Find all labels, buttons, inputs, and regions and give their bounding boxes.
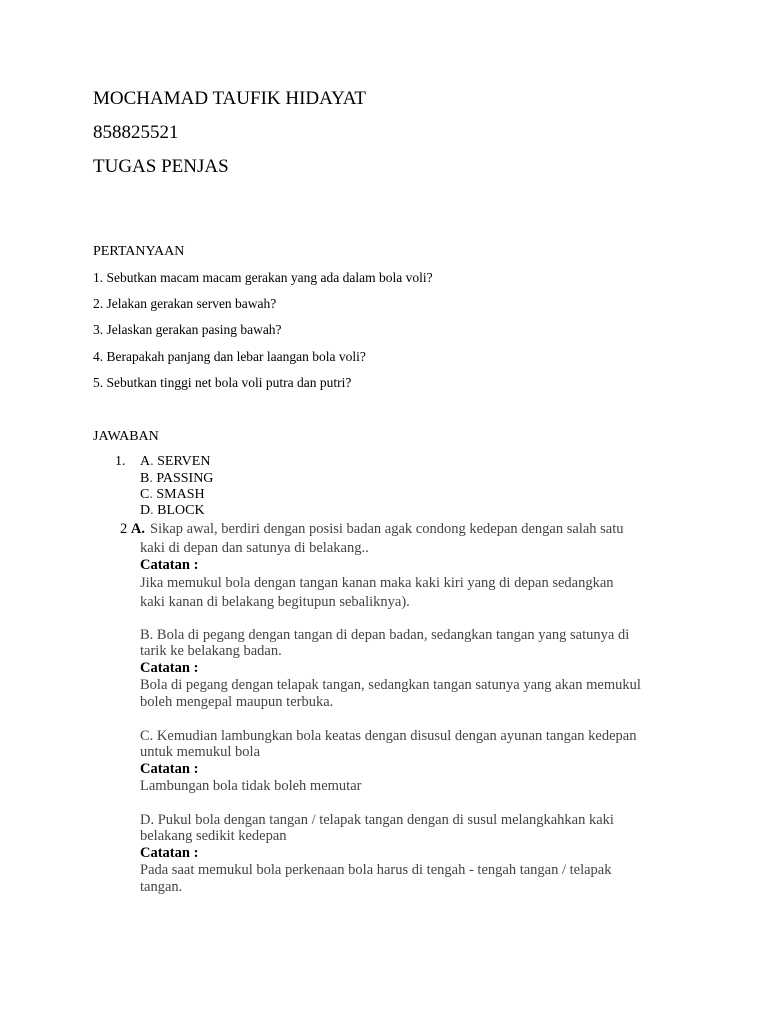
note-label: Catatan :: [140, 557, 199, 573]
student-name: MOCHAMAD TAUFIK HIDAYAT: [93, 88, 366, 109]
step-c-note-1: Lambungan bola tidak boleh memutar: [140, 778, 362, 794]
step-b-note-1: Bola di pegang dengan telapak tangan, sedangkan tangan satunya yang akan memukul: [140, 677, 641, 693]
step-b-line-2: tarik ke belakang badan.: [140, 643, 282, 659]
answer-1-option: C. SMASH: [140, 487, 205, 502]
step-d-line-1: D. Pukul bola dengan tangan / telapak tangan dengan di susul melangkahkan kaki: [140, 812, 614, 828]
assignment-title: TUGAS PENJAS: [93, 156, 229, 177]
step-a-line-2: kaki di depan dan satunya di belakang..: [140, 540, 369, 556]
step-a-line-1: Sikap awal, berdiri dengan posisi badan agak condong kedepan dengan salah satu: [150, 521, 624, 537]
question-3: 3. Jelaskan gerakan pasing bawah?: [93, 322, 282, 337]
question-4: 4. Berapakah panjang dan lebar laangan bola voli?: [93, 349, 366, 364]
step-c-line-1: C. Kemudian lambungkan bola keatas dengan disusul dengan ayunan tangan kedepan: [140, 728, 637, 744]
question-1: 1. Sebutkan macam macam gerakan yang ada dalam bola voli?: [93, 270, 433, 285]
answer-2-number: 2 A.: [120, 521, 145, 537]
answers-heading: JAWABAN: [93, 429, 159, 444]
note-label: Catatan :: [140, 660, 199, 676]
answer-1-option: B. PASSING: [140, 471, 214, 486]
step-b-line-1: B. Bola di pegang dengan tangan di depan badan, sedangkan tangan yang satunya di: [140, 627, 630, 643]
note-label: Catatan :: [140, 761, 199, 777]
student-id: 858825521: [93, 122, 179, 143]
step-c-line-2: untuk memukul bola: [140, 744, 261, 760]
step-a-note-2: kaki kanan di belakang begitupun sebaliknya).: [140, 594, 410, 610]
answer-1-number: 1.: [115, 454, 126, 469]
step-d-note-2: tangan.: [140, 879, 183, 895]
step-d-note-1: Pada saat memukul bola perkenaan bola harus di tengah - tengah tangan / telapak: [140, 862, 612, 878]
question-5: 5. Sebutkan tinggi net bola voli putra dan putri?: [93, 375, 352, 390]
questions-heading: PERTANYAAN: [93, 244, 185, 259]
question-2: 2. Jelakan gerakan serven bawah?: [93, 296, 277, 311]
answer-1-option: D. BLOCK: [140, 503, 205, 518]
step-b-note-2: boleh mengepal maupun terbuka.: [140, 694, 334, 710]
step-d-line-2: belakang sedikit kedepan: [140, 828, 287, 844]
note-label: Catatan :: [140, 845, 199, 861]
step-a-note-1: Jika memukul bola dengan tangan kanan maka kaki kiri yang di depan sedangkan: [140, 575, 614, 591]
answer-1-option: A. SERVEN: [140, 454, 211, 469]
